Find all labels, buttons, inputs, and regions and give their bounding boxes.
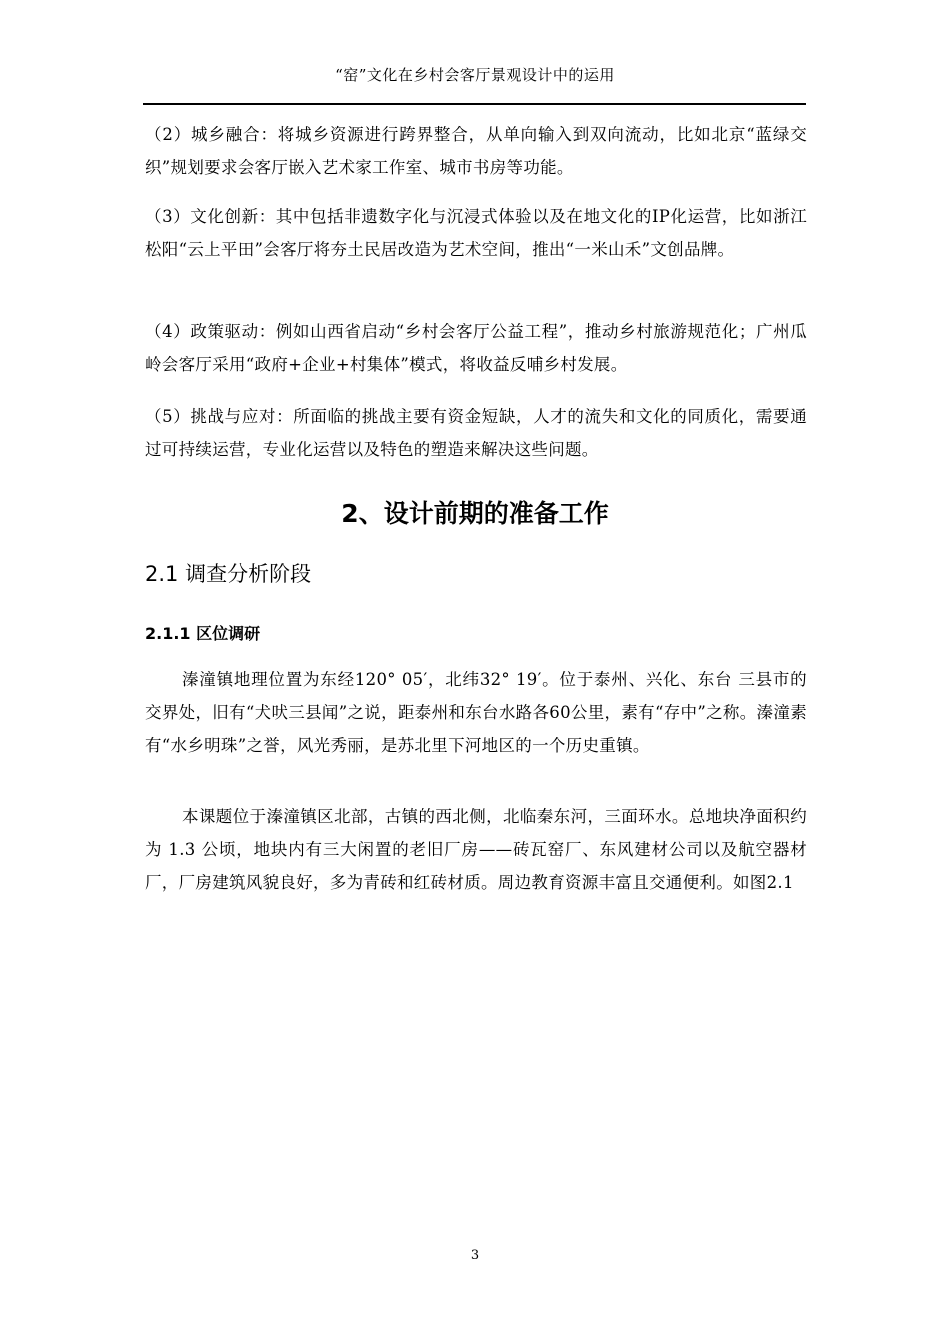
subsection-heading: 2.1 调查分析阶段 (145, 562, 312, 586)
subsubsection-heading: 2.1.1 区位调研 (145, 624, 261, 643)
paragraph-location: 溱潼镇地理位置为东经120° 05′，北纬32° 19′。位于泰州、兴化、东台 三县市的交界处，旧有“犬吠三县闻”之说，距泰州和东台水路各60公里，素有“存中”之称。溱潼素有“水乡明珠”之誉，风光秀丽，是苏北里下河地区的一个历史重镇。 (145, 670, 807, 755)
page-number: 3 (470, 1248, 480, 1263)
paragraph-site-description: 本课题位于溱潼镇区北部，古镇的西北侧，北临秦东河，三面环水。总地块净面积约为 1.3 公顷，地块内有三大闲置的老旧厂房——砖瓦窑厂、东风建材公司以及航空器材厂，厂房建筑风貌良好，多为青砖和红砖材质。周边教育资源丰富且交通便利。如图2.1 (145, 807, 807, 892)
section-heading: 2、设计前期的准备工作 (341, 499, 609, 528)
paragraph-urban-rural-integration: （2）城乡融合：将城乡资源进行跨界整合，从单向输入到双向流动，比如北京“蓝绿交织”规划要求会客厅嵌入艺术家工作室、城市书房等功能。 (145, 125, 807, 177)
paragraph-policy-drive: （4）政策驱动：例如山西省启动“乡村会客厅公益工程”，推动乡村旅游规范化；广州瓜岭会客厅采用“政府+企业+村集体”模式，将收益反哺乡村发展。 (145, 322, 807, 374)
paragraph-cultural-innovation: （3）文化创新：其中包括非遗数字化与沉浸式体验以及在地文化的IP化运营，比如浙江松阳“云上平田”会客厅将夯土民居改造为艺术空间，推出“一米山禾”文创品牌。 (145, 207, 807, 259)
paragraph-challenges: （5）挑战与应对：所面临的挑战主要有资金短缺，人才的流失和文化的同质化，需要通过可持续运营，专业化运营以及特色的塑造来解决这些问题。 (145, 407, 807, 459)
header-divider (143, 103, 806, 105)
running-header: “窑”文化在乡村会客厅景观设计中的运用 (335, 66, 615, 84)
